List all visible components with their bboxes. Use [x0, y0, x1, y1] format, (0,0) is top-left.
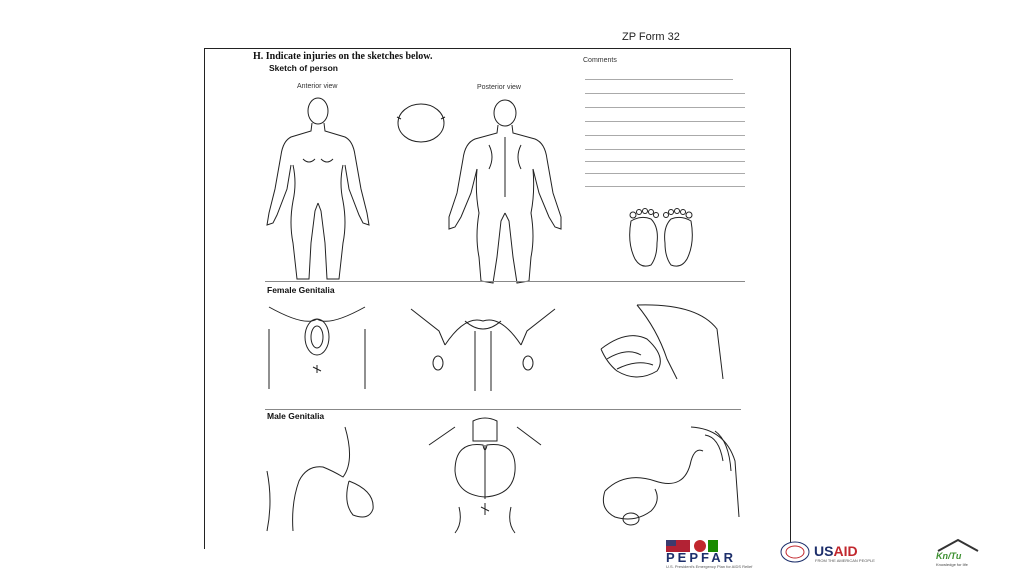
person-section-title: Sketch of person — [269, 63, 338, 73]
comment-line[interactable] — [585, 121, 745, 122]
female-sagittal-sketch[interactable] — [597, 299, 727, 389]
section-heading: H. Indicate injuries on the sketches below. — [253, 51, 433, 62]
female-internal-frontal-sketch[interactable] — [405, 301, 561, 397]
male-frontal-sketch[interactable] — [425, 415, 545, 535]
head-top-sketch[interactable] — [391, 99, 451, 147]
usaid-seal-icon — [780, 541, 810, 563]
anterior-view-label: Anterior view — [297, 83, 338, 90]
section-separator — [265, 409, 741, 410]
comment-line[interactable] — [585, 149, 745, 150]
pepfar-logo: PEPFAR — [666, 550, 737, 565]
male-section-title: Male Genitalia — [267, 411, 325, 421]
comment-line[interactable] — [585, 186, 745, 187]
usaid-logo-aid: AID — [833, 543, 858, 559]
comment-line[interactable] — [585, 173, 745, 174]
pepfar-tagline: U.S. President's Emergency Plan for AIDS Relief — [666, 564, 753, 569]
usaid-logo-us: US — [814, 543, 834, 559]
male-sagittal-sketch[interactable] — [595, 421, 743, 531]
female-section-title: Female Genitalia — [267, 285, 335, 295]
posterior-body-sketch[interactable] — [445, 97, 565, 287]
female-external-sketch[interactable] — [265, 299, 369, 395]
comment-line[interactable] — [585, 107, 745, 108]
feet-soles-sketch[interactable] — [621, 207, 701, 277]
form-sheet — [204, 48, 791, 549]
usaid-tagline: FROM THE AMERICAN PEOPLE — [815, 558, 875, 563]
comment-line[interactable] — [585, 161, 745, 162]
anterior-body-sketch[interactable] — [263, 93, 373, 283]
comment-line[interactable] — [585, 93, 745, 94]
male-side-sketch[interactable] — [263, 421, 379, 541]
kn-tagline: Knowledge for life — [936, 562, 968, 567]
posterior-view-label: Posterior view — [477, 84, 521, 91]
comment-line[interactable] — [585, 79, 733, 80]
section-separator — [265, 281, 745, 282]
kn-logo: Kn/Tu — [936, 551, 962, 561]
comment-line[interactable] — [585, 135, 745, 136]
form-number: ZP Form 32 — [622, 31, 680, 43]
comments-label: Comments — [583, 57, 617, 64]
usaid-logo — [814, 543, 858, 559]
kn-roof-icon — [936, 538, 980, 552]
